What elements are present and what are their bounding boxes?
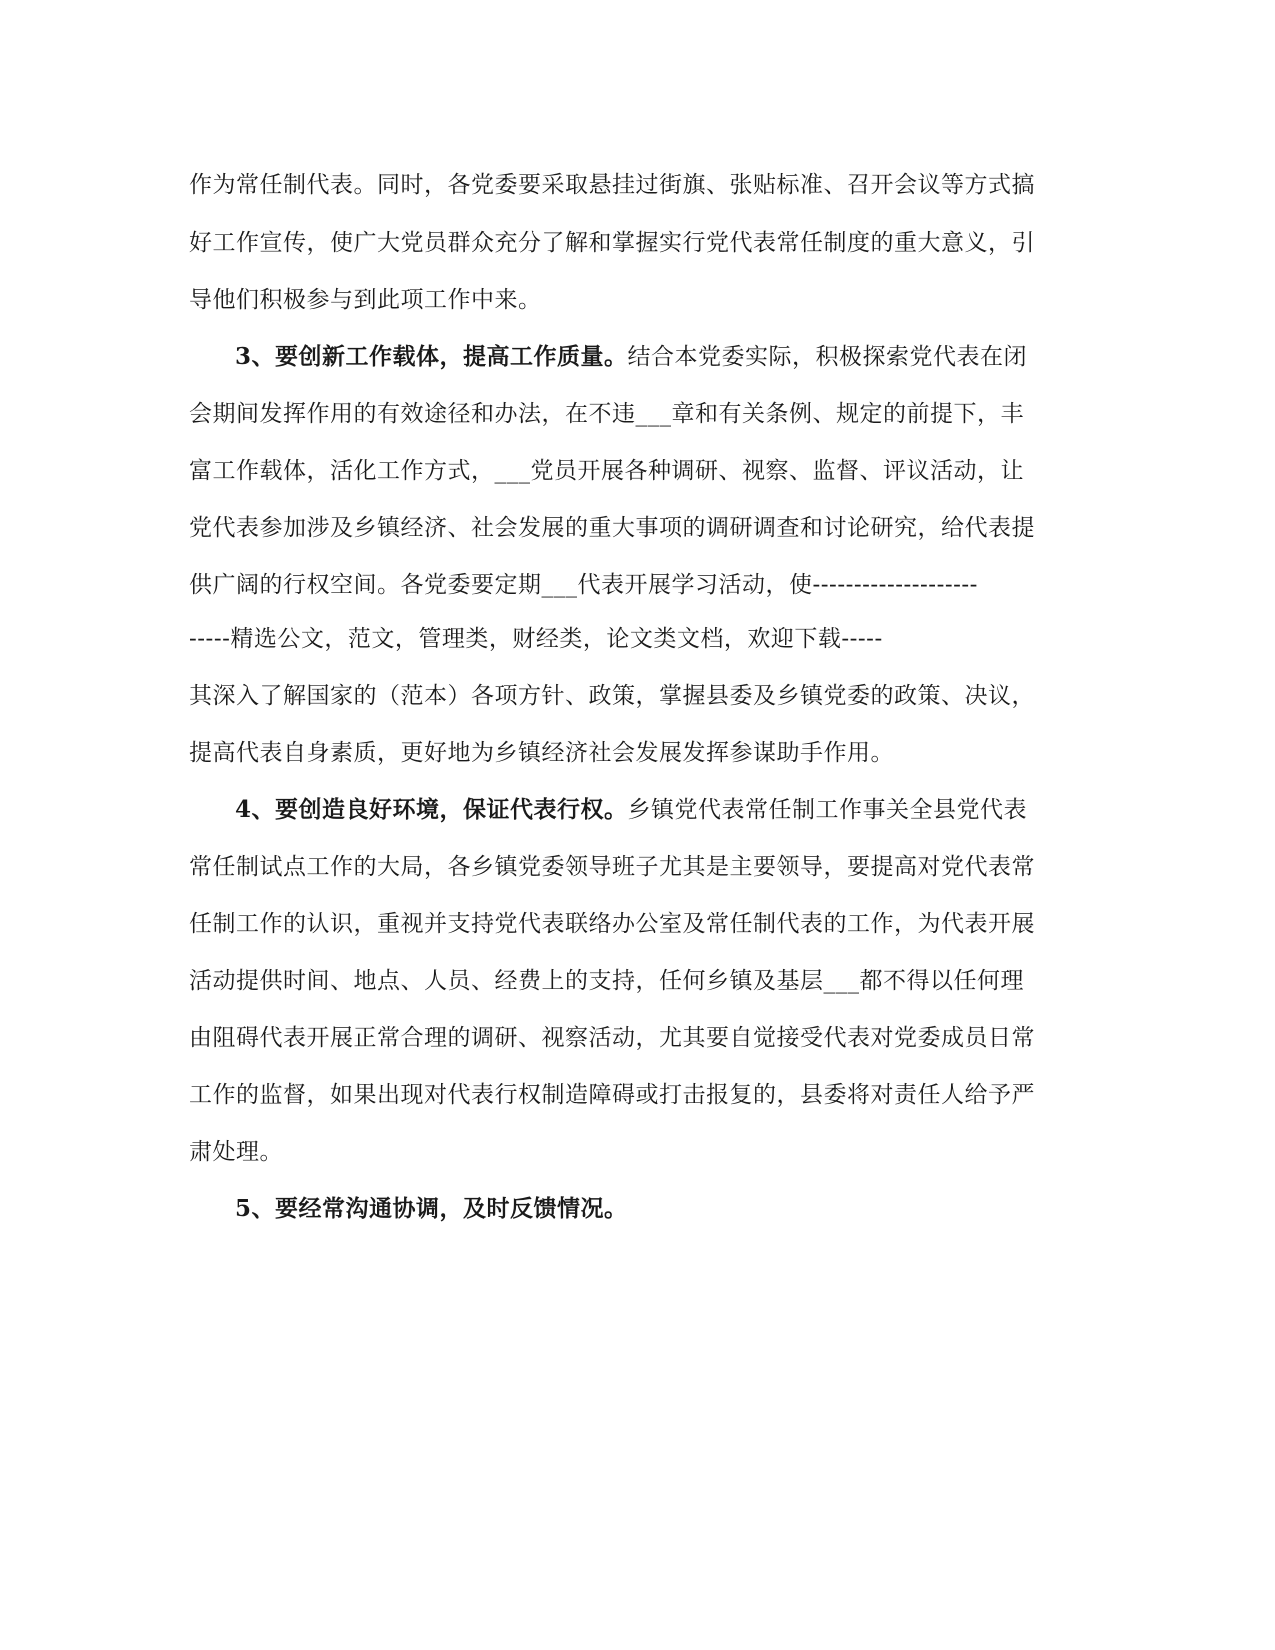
paragraph-line: 其深入了解国家的（范本）各项方针、政策，掌握县委及乡镇党委的政策、决议， <box>189 683 1035 709</box>
section-3-first-line <box>235 342 1135 372</box>
paragraph-line: 常任制试点工作的大局，各乡镇党委领导班子尤其是主要领导，要提高对党代表常 <box>189 854 1035 880</box>
paragraph-line: 任制工作的认识，重视并支持党代表联络办公室及常任制代表的工作，为代表开展 <box>189 911 1035 937</box>
watermark-line: -----精选公文，范文，管理类，财经类，论文类文档，欢迎下载----- <box>189 626 883 652</box>
section-3-text: 结合本党委实际，积极探索党代表在闭 <box>627 344 1028 370</box>
paragraph-line: 作为常任制代表。同时，各党委要采取悬挂过街旗、张贴标准、召开会议等方式搞 <box>189 172 1035 198</box>
paragraph-line: 导他们积极参与到此项工作中来。 <box>189 287 542 313</box>
paragraph-line: 好工作宣传，使广大党员群众充分了解和掌握实行党代表常任制度的重大意义，引 <box>189 230 1035 256</box>
paragraph-line: 富工作载体，活化工作方式，___党员开展各种调研、视察、监督、评议活动，让 <box>189 458 1024 484</box>
paragraph-line: 由阻碍代表开展正常合理的调研、视察活动，尤其要自觉接受代表对党委成员日常 <box>189 1025 1035 1051</box>
paragraph-line: 活动提供时间、地点、人员、经费上的支持，任何乡镇及基层___都不得以任何理 <box>189 968 1024 994</box>
section-4-first-line <box>235 795 1135 825</box>
section-5-heading: 5、要经常沟通协调，及时反馈情况。 <box>235 1195 628 1222</box>
paragraph-line: 会期间发挥作用的有效途径和办法，在不违___章和有关条例、规定的前提下，丰 <box>189 401 1024 427</box>
section-4-heading: 4、要创造良好环境，保证代表行权。 <box>235 796 628 823</box>
section-3-heading: 3、要创新工作载体，提高工作质量。 <box>235 343 628 370</box>
paragraph-line: 党代表参加涉及乡镇经济、社会发展的重大事项的调研调查和讨论研究，给代表提 <box>189 515 1035 541</box>
paragraph-line: 供广阔的行权空间。各党委要定期___代表开展学习活动，使-------------------- <box>189 572 978 598</box>
paragraph-line: 提高代表自身素质，更好地为乡镇经济社会发展发挥参谋助手作用。 <box>189 740 894 766</box>
section-4-text: 乡镇党代表常任制工作事关全县党代表 <box>627 797 1028 823</box>
paragraph-line: 工作的监督，如果出现对代表行权制造障碍或打击报复的，县委将对责任人给予严 <box>189 1082 1035 1108</box>
paragraph-line: 肃处理。 <box>189 1139 283 1165</box>
